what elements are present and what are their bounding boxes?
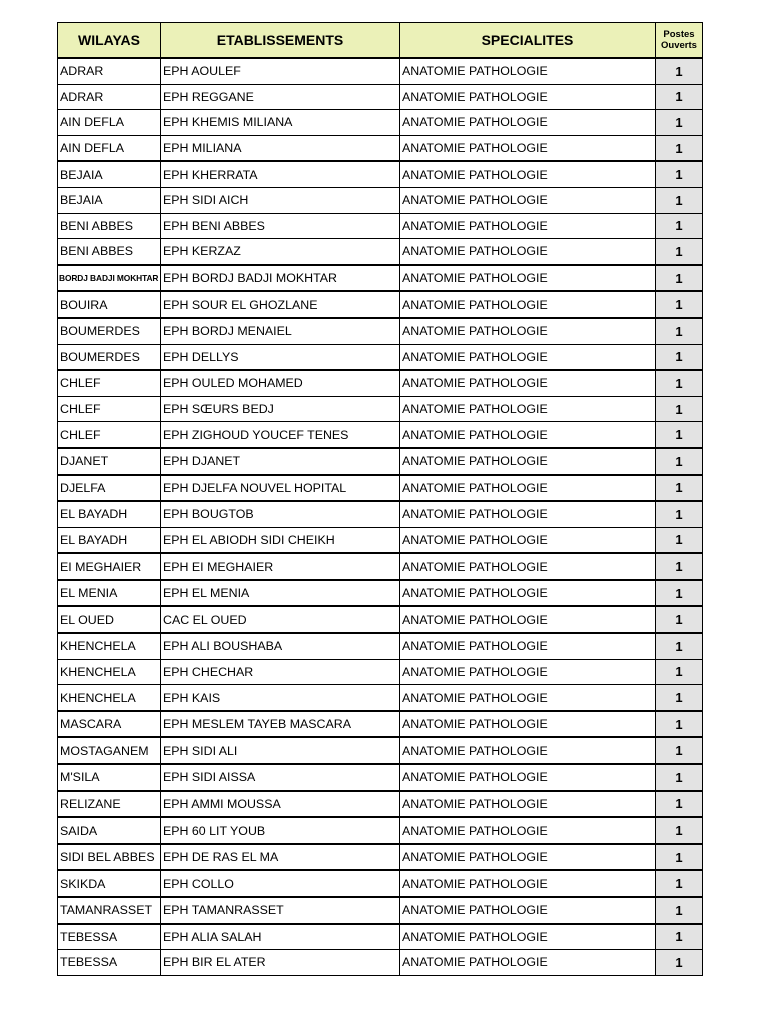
etablissement-cell: EPH BORDJ BADJI MOKHTAR bbox=[161, 265, 400, 292]
specialite-cell: ANATOMIE PATHOLOGIE bbox=[400, 844, 656, 871]
postes-cell: 1 bbox=[656, 318, 703, 344]
wilaya-cell: CHLEF bbox=[58, 370, 161, 396]
specialite-cell: ANATOMIE PATHOLOGIE bbox=[400, 737, 656, 764]
etablissement-cell: EPH AMMI MOUSSA bbox=[161, 791, 400, 818]
specialite-cell: ANATOMIE PATHOLOGIE bbox=[400, 58, 656, 84]
header-postes-line1: Postes bbox=[663, 29, 695, 40]
wilaya-cell: EL BAYADH bbox=[58, 527, 161, 553]
postes-cell: 1 bbox=[656, 475, 703, 502]
etablissement-cell: EPH SIDI AICH bbox=[161, 187, 400, 213]
etablissement-cell: EPH SŒURS BEDJ bbox=[161, 396, 400, 422]
header-wilayas: WILAYAS bbox=[58, 23, 161, 59]
wilaya-cell: EI MEGHAIER bbox=[58, 553, 161, 580]
specialite-cell: ANATOMIE PATHOLOGIE bbox=[400, 711, 656, 738]
postes-cell: 1 bbox=[656, 791, 703, 818]
etablissement-cell: EPH BIR EL ATER bbox=[161, 950, 400, 976]
postes-cell: 1 bbox=[656, 265, 703, 292]
table-row bbox=[58, 553, 703, 580]
postes-cell: 1 bbox=[656, 344, 703, 370]
specialite-cell: ANATOMIE PATHOLOGIE bbox=[400, 84, 656, 110]
wilaya-cell: SKIKDA bbox=[58, 870, 161, 897]
postes-cell: 1 bbox=[656, 950, 703, 976]
specialite-cell: ANATOMIE PATHOLOGIE bbox=[400, 791, 656, 818]
specialite-cell: ANATOMIE PATHOLOGIE bbox=[400, 924, 656, 950]
wilaya-cell: AIN DEFLA bbox=[58, 135, 161, 161]
wilaya-cell: TAMANRASSET bbox=[58, 897, 161, 924]
wilaya-cell: MOSTAGANEM bbox=[58, 737, 161, 764]
table-row bbox=[58, 527, 703, 553]
specialite-cell: ANATOMIE PATHOLOGIE bbox=[400, 527, 656, 553]
table-row bbox=[58, 659, 703, 685]
table-row bbox=[58, 291, 703, 318]
wilaya-cell: BOUIRA bbox=[58, 291, 161, 318]
postes-cell: 1 bbox=[656, 422, 703, 448]
wilaya-cell: KHENCHELA bbox=[58, 685, 161, 711]
table-row bbox=[58, 58, 703, 84]
specialite-cell: ANATOMIE PATHOLOGIE bbox=[400, 950, 656, 976]
table-row bbox=[58, 791, 703, 818]
table-row bbox=[58, 950, 703, 976]
specialite-cell: ANATOMIE PATHOLOGIE bbox=[400, 265, 656, 292]
postes-cell: 1 bbox=[656, 187, 703, 213]
postes-cell: 1 bbox=[656, 659, 703, 685]
wilaya-cell: TEBESSA bbox=[58, 924, 161, 950]
header-postes-ouverts bbox=[656, 23, 703, 59]
etablissement-cell: EPH DJANET bbox=[161, 448, 400, 475]
specialite-cell: ANATOMIE PATHOLOGIE bbox=[400, 291, 656, 318]
wilaya-cell: SIDI BEL ABBES bbox=[58, 844, 161, 871]
postes-cell: 1 bbox=[656, 580, 703, 607]
wilaya-cell: CHLEF bbox=[58, 396, 161, 422]
wilaya-cell: BEJAIA bbox=[58, 187, 161, 213]
etablissement-cell: EPH ALIA SALAH bbox=[161, 924, 400, 950]
postes-cell: 1 bbox=[656, 501, 703, 527]
postes-cell: 1 bbox=[656, 58, 703, 84]
table-row bbox=[58, 370, 703, 396]
etablissement-cell: EPH COLLO bbox=[161, 870, 400, 897]
header-row bbox=[58, 23, 703, 59]
table-row bbox=[58, 475, 703, 502]
table-row bbox=[58, 422, 703, 448]
table-row bbox=[58, 711, 703, 738]
etablissement-cell: EPH MESLEM TAYEB MASCARA bbox=[161, 711, 400, 738]
etablissement-cell: EPH MILIANA bbox=[161, 135, 400, 161]
table-row bbox=[58, 897, 703, 924]
wilaya-cell: ADRAR bbox=[58, 58, 161, 84]
postes-cell: 1 bbox=[656, 553, 703, 580]
table-row bbox=[58, 84, 703, 110]
wilaya-cell: EL OUED bbox=[58, 606, 161, 633]
table-row bbox=[58, 633, 703, 659]
wilaya-cell: TEBESSA bbox=[58, 950, 161, 976]
table-row bbox=[58, 344, 703, 370]
postes-cell: 1 bbox=[656, 448, 703, 475]
etablissement-cell: EPH BORDJ MENAIEL bbox=[161, 318, 400, 344]
table-row bbox=[58, 685, 703, 711]
etablissement-cell: EPH SOUR EL GHOZLANE bbox=[161, 291, 400, 318]
specialite-cell: ANATOMIE PATHOLOGIE bbox=[400, 870, 656, 897]
postes-cell: 1 bbox=[656, 606, 703, 633]
specialite-cell: ANATOMIE PATHOLOGIE bbox=[400, 161, 656, 187]
wilaya-cell: BENI ABBES bbox=[58, 213, 161, 239]
table-row bbox=[58, 213, 703, 239]
specialite-cell: ANATOMIE PATHOLOGIE bbox=[400, 633, 656, 659]
wilaya-cell: BEJAIA bbox=[58, 161, 161, 187]
postes-cell: 1 bbox=[656, 685, 703, 711]
etablissement-cell: EPH SIDI AISSA bbox=[161, 764, 400, 791]
etablissement-cell: EPH AOULEF bbox=[161, 58, 400, 84]
header-etablissements: ETABLISSEMENTS bbox=[161, 23, 400, 59]
specialite-cell: ANATOMIE PATHOLOGIE bbox=[400, 817, 656, 844]
etablissement-cell: EPH EL ABIODH SIDI CHEIKH bbox=[161, 527, 400, 553]
etablissement-cell: EPH 60 LIT YOUB bbox=[161, 817, 400, 844]
table-row bbox=[58, 135, 703, 161]
header-specialites: SPECIALITES bbox=[400, 23, 656, 59]
specialite-cell: ANATOMIE PATHOLOGIE bbox=[400, 422, 656, 448]
etablissement-cell: EPH DJELFA NOUVEL HOPITAL bbox=[161, 475, 400, 502]
wilaya-cell: CHLEF bbox=[58, 422, 161, 448]
table-row bbox=[58, 161, 703, 187]
table-row bbox=[58, 265, 703, 292]
table-row bbox=[58, 844, 703, 871]
etablissement-cell: CAC EL OUED bbox=[161, 606, 400, 633]
wilaya-cell: ADRAR bbox=[58, 84, 161, 110]
specialite-cell: ANATOMIE PATHOLOGIE bbox=[400, 110, 656, 136]
wilaya-cell: DJANET bbox=[58, 448, 161, 475]
wilaya-cell: BENI ABBES bbox=[58, 239, 161, 265]
etablissement-cell: EPH KERZAZ bbox=[161, 239, 400, 265]
specialite-cell: ANATOMIE PATHOLOGIE bbox=[400, 213, 656, 239]
postes-cell: 1 bbox=[656, 844, 703, 871]
table-row bbox=[58, 396, 703, 422]
wilaya-cell: BOUMERDES bbox=[58, 318, 161, 344]
table-row bbox=[58, 606, 703, 633]
wilaya-cell: SAIDA bbox=[58, 817, 161, 844]
etablissement-cell: EPH DE RAS EL MA bbox=[161, 844, 400, 871]
postes-cell: 1 bbox=[656, 870, 703, 897]
postes-cell: 1 bbox=[656, 737, 703, 764]
table-row bbox=[58, 580, 703, 607]
etablissement-cell: EPH DELLYS bbox=[161, 344, 400, 370]
specialite-cell: ANATOMIE PATHOLOGIE bbox=[400, 580, 656, 607]
postes-cell: 1 bbox=[656, 161, 703, 187]
table-row bbox=[58, 870, 703, 897]
postes-cell: 1 bbox=[656, 84, 703, 110]
wilaya-cell: KHENCHELA bbox=[58, 633, 161, 659]
wilaya-cell: BOUMERDES bbox=[58, 344, 161, 370]
wilaya-cell: KHENCHELA bbox=[58, 659, 161, 685]
specialite-cell: ANATOMIE PATHOLOGIE bbox=[400, 659, 656, 685]
etablissement-cell: EPH KAIS bbox=[161, 685, 400, 711]
table-row bbox=[58, 764, 703, 791]
etablissement-cell: EPH TAMANRASSET bbox=[161, 897, 400, 924]
table-row bbox=[58, 110, 703, 136]
table-row bbox=[58, 318, 703, 344]
postes-cell: 1 bbox=[656, 897, 703, 924]
wilaya-cell: M'SILA bbox=[58, 764, 161, 791]
postes-cell: 1 bbox=[656, 817, 703, 844]
table-row bbox=[58, 187, 703, 213]
postes-cell: 1 bbox=[656, 633, 703, 659]
specialite-cell: ANATOMIE PATHOLOGIE bbox=[400, 501, 656, 527]
etablissement-cell: EPH KHERRATA bbox=[161, 161, 400, 187]
table-row bbox=[58, 239, 703, 265]
wilaya-cell: DJELFA bbox=[58, 475, 161, 502]
specialite-cell: ANATOMIE PATHOLOGIE bbox=[400, 553, 656, 580]
wilaya-cell: MASCARA bbox=[58, 711, 161, 738]
table-row bbox=[58, 501, 703, 527]
specialite-cell: ANATOMIE PATHOLOGIE bbox=[400, 396, 656, 422]
etablissement-cell: EPH EI MEGHAIER bbox=[161, 553, 400, 580]
wilaya-cell: AIN DEFLA bbox=[58, 110, 161, 136]
postes-cell: 1 bbox=[656, 110, 703, 136]
specialite-cell: ANATOMIE PATHOLOGIE bbox=[400, 685, 656, 711]
specialite-cell: ANATOMIE PATHOLOGIE bbox=[400, 475, 656, 502]
etablissement-cell: EPH KHEMIS MILIANA bbox=[161, 110, 400, 136]
table-row bbox=[58, 448, 703, 475]
specialite-cell: ANATOMIE PATHOLOGIE bbox=[400, 135, 656, 161]
postes-cell: 1 bbox=[656, 527, 703, 553]
etablissement-cell: EPH OULED MOHAMED bbox=[161, 370, 400, 396]
table-row bbox=[58, 924, 703, 950]
postes-cell: 1 bbox=[656, 711, 703, 738]
specialite-cell: ANATOMIE PATHOLOGIE bbox=[400, 370, 656, 396]
wilaya-cell: EL BAYADH bbox=[58, 501, 161, 527]
header-postes-line2: Ouverts bbox=[661, 40, 697, 51]
specialite-cell: ANATOMIE PATHOLOGIE bbox=[400, 318, 656, 344]
table-row bbox=[58, 737, 703, 764]
wilaya-cell: RELIZANE bbox=[58, 791, 161, 818]
etablissement-cell: EPH ALI BOUSHABA bbox=[161, 633, 400, 659]
postes-cell: 1 bbox=[656, 764, 703, 791]
postes-cell: 1 bbox=[656, 213, 703, 239]
etablissement-cell: EPH REGGANE bbox=[161, 84, 400, 110]
specialite-cell: ANATOMIE PATHOLOGIE bbox=[400, 448, 656, 475]
postes-cell: 1 bbox=[656, 239, 703, 265]
etablissement-cell: EPH ZIGHOUD YOUCEF TENES bbox=[161, 422, 400, 448]
etablissement-cell: EPH CHECHAR bbox=[161, 659, 400, 685]
etablissement-cell: EPH EL MENIA bbox=[161, 580, 400, 607]
etablissement-cell: EPH BOUGTOB bbox=[161, 501, 400, 527]
specialite-cell: ANATOMIE PATHOLOGIE bbox=[400, 897, 656, 924]
specialite-cell: ANATOMIE PATHOLOGIE bbox=[400, 606, 656, 633]
postes-cell: 1 bbox=[656, 370, 703, 396]
postes-cell: 1 bbox=[656, 135, 703, 161]
wilaya-cell: EL MENIA bbox=[58, 580, 161, 607]
wilaya-cell: BORDJ BADJI MOKHTAR bbox=[58, 265, 161, 292]
etablissement-cell: EPH BENI ABBES bbox=[161, 213, 400, 239]
specialite-cell: ANATOMIE PATHOLOGIE bbox=[400, 239, 656, 265]
specialite-cell: ANATOMIE PATHOLOGIE bbox=[400, 764, 656, 791]
postes-cell: 1 bbox=[656, 291, 703, 318]
postes-cell: 1 bbox=[656, 924, 703, 950]
postes-table bbox=[57, 22, 703, 976]
table-row bbox=[58, 817, 703, 844]
specialite-cell: ANATOMIE PATHOLOGIE bbox=[400, 187, 656, 213]
etablissement-cell: EPH SIDI ALI bbox=[161, 737, 400, 764]
specialite-cell: ANATOMIE PATHOLOGIE bbox=[400, 344, 656, 370]
postes-cell: 1 bbox=[656, 396, 703, 422]
